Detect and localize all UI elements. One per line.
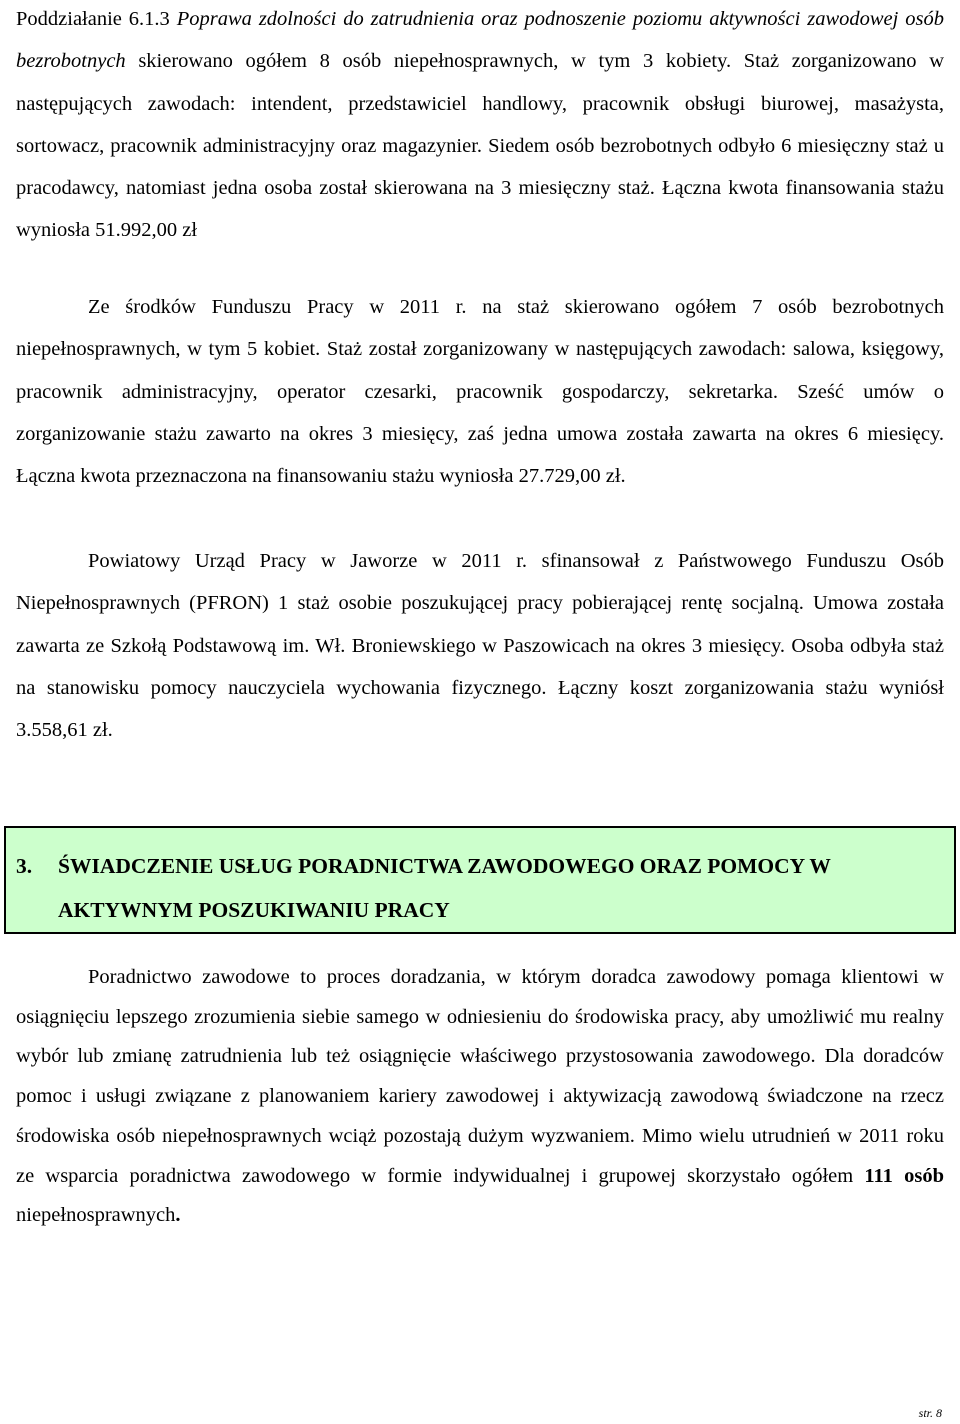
paragraph-career-text: Poradnictwo zawodowe to proces doradzania, w którym doradca zawodowy pomaga klientowi w osiągnięciu lepszego zrozumienia siebie samego w odniesieniu do środowiska pracy, aby umożliwić mu realny wybór lub zmianę zatrudnienia lub też osiągnięcie właściwego przystosowania zawodowego. Dla doradców pomoc i usługi związane z planowaniem kariery zawodowej i aktywizacją zawodową świadczone na rzecz środowiska osób niepełnosprawnych wciąż pozostają dużym wyzwaniem. Mimo wielu utrudnień w 2011 roku ze wsparcia poradnictwa zawodowego w formie indywidualnej i grupowej skorzystało ogółem (16, 966, 944, 1187)
paragraph-career-end: niepełnosprawnych (16, 1204, 176, 1227)
beneficiary-count: 111 osób (864, 1164, 944, 1187)
paragraph-internships-613 (16, 0, 944, 252)
section-title: ŚWIADCZENIE USŁUG PORADNICTWA ZAWODOWEGO ORAZ POMOCY W AKTYWNYM POSZUKIWANIU PRACY (58, 854, 831, 922)
page-number: str. 8 (918, 1406, 942, 1420)
section-heading-box (4, 826, 956, 934)
paragraph-career-period: . (175, 1204, 181, 1227)
paragraph-body: skierowano ogółem 8 osób niepełnosprawnych, w tym 3 kobiety. Staż zorganizowano w następujących zawodach: intendent, przedstawiciel handlowy, pracownik obsługi biurowej, masażysta, sortowacz, pracownik administracyjny oraz magazynier. Siedem osób bezrobotnych odbyło 6 miesięczny staż u pracodawcy, natomiast jedna osoba został skierowana na 3 miesięczny staż. Łączna kwota finansowania stażu wyniosła 51.992,00 zł (16, 50, 944, 242)
paragraph-intro: Poddziałanie 6.1.3 (16, 8, 177, 30)
paragraph-pfron: Powiatowy Urząd Pracy w Jaworze w 2011 r. sfinansował z Państwowego Funduszu Osób Niepełnosprawnych (PFRON) 1 staż osobie poszukującej pracy pobierającej rentę socjalną. Umowa została zawarta ze Szkołą Podstawową im. Wł. Broniewskiego w Paszowicach na okres 3 miesięcy. Osoba odbyła staż na stanowisku pomocy nauczyciela wychowania fizycznego. Łączny koszt zorganizowania stażu wyniósł 3.558,61 zł. (16, 550, 944, 742)
paragraph-career-counselling (16, 958, 944, 1236)
paragraph-labour-fund: Ze środków Funduszu Pracy w 2011 r. na staż skierowano ogółem 7 osób bezrobotnych niepełnosprawnych, w tym 5 kobiet. Staż został zorganizowany w następujących zawodach: salowa, księgowy, pracownik administracyjny, operator czesarki, pracownik gospodarczy, sekretarka. Sześć umów o zorganizowanie stażu zawarto na okres 3 miesięcy, zaś jedna umowa została zawarta na okres 6 miesięcy. Łączna kwota przeznaczona na finansowaniu stażu wyniosła 27.729,00 zł. (16, 296, 944, 488)
section-number: 3. (16, 854, 33, 878)
measure-title: Poprawa zdolności do zatrudnienia oraz podnoszenie poziomu aktywności zawodowej osób bezrobotnych (16, 8, 944, 73)
